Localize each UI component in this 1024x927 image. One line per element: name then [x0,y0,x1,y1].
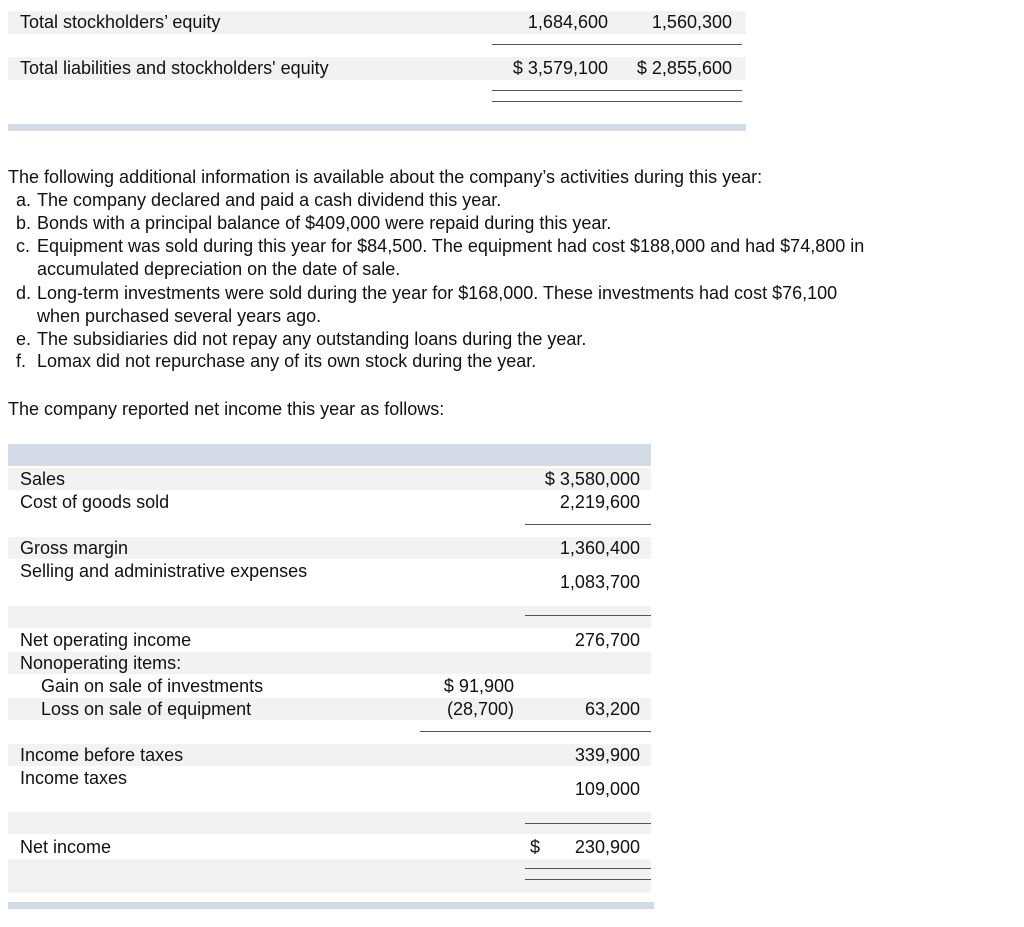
income-statement-footer-bar [8,902,654,909]
total-stockholders-equity-last-year: 1,560,300 [651,12,732,32]
info-item-b-marker: b. [16,213,32,233]
cogs-underline [525,524,651,525]
equity-underline [492,44,742,45]
net-operating-income-value: 276,700 [574,630,640,650]
info-item-a-text: The company declared and paid a cash dividend this year. [37,190,502,210]
info-item-a-marker: a. [16,190,32,210]
income-taxes-label: Income taxes [20,768,128,788]
additional-info-intro: The following additional information is available about the company’s activities during this year: [8,167,763,187]
info-item-d-text-line2: when purchased several years ago. [37,306,322,326]
balance-sheet-footer-bar [8,124,746,131]
info-item-c-text-line2: accumulated depreciation on the date of sale. [37,259,401,279]
cogs-label: Cost of goods sold [20,492,170,512]
total-stockholders-equity-label: Total stockholders’ equity [20,12,221,32]
info-item-d-marker: d. [16,283,32,303]
total-double-underline-top [492,90,742,91]
info-item-f-text: Lomax did not repurchase any of its own stock during the year. [37,351,537,371]
sales-label: Sales [20,469,66,489]
income-statement-header-bar [8,444,651,466]
nonoperating-underline [420,731,651,732]
info-item-f-marker: f. [16,351,27,371]
net-income-label: Net income [20,837,112,857]
net-operating-income-label: Net operating income [20,630,192,650]
cogs-value: 2,219,600 [559,492,640,512]
info-item-c-marker: c. [16,236,31,256]
net-income-double-underline-bottom [525,879,651,880]
net-income-intro: The company reported net income this year as follows: [8,399,445,419]
income-band-footer [8,859,651,893]
total-liabilities-equity-label: Total liabilities and stockholders' equity [20,58,329,78]
total-liabilities-equity-this-year: $ 3,579,100 [512,58,608,78]
income-before-taxes-value: 339,900 [574,745,640,765]
income-taxes-value: 109,000 [574,779,640,799]
info-item-e-text: The subsidiaries did not repay any outstanding loans during the year. [37,329,587,349]
loss-on-sale-of-equipment-label: Loss on sale of equipment [41,699,252,719]
sga-label: Selling and administrative expenses [20,561,308,581]
nonoperating-total-value: 63,200 [584,699,640,719]
gain-on-sale-of-investments-value: $ 91,900 [443,676,514,696]
info-item-d-text-line1: Long-term investments were sold during the year for $168,000. These investments had cost $76,100 [37,283,838,303]
info-item-b-text: Bonds with a principal balance of $409,000 were repaid during this year. [37,213,612,233]
net-income-value: 230,900 [574,837,640,857]
nonoperating-items-label: Nonoperating items: [20,653,182,673]
sales-value: $ 3,580,000 [544,469,640,489]
total-double-underline-bottom [492,101,742,102]
info-item-c-text-line1: Equipment was sold during this year for $84,500. The equipment had cost $188,000 and had $74,800 in [37,236,865,256]
gross-margin-value: 1,360,400 [559,538,640,558]
income-taxes-underline [525,823,651,824]
loss-on-sale-of-equipment-value: (28,700) [446,699,514,719]
total-stockholders-equity-this-year: 1,684,600 [527,12,608,32]
net-income-currency: $ [530,837,541,857]
sga-underline [525,615,651,616]
income-band-spacer-1 [8,606,651,628]
gross-margin-label: Gross margin [20,538,129,558]
sga-value: 1,083,700 [559,572,640,592]
info-item-e-marker: e. [16,329,32,349]
total-liabilities-equity-last-year: $ 2,855,600 [636,58,732,78]
net-income-double-underline-top [525,868,651,869]
gain-on-sale-of-investments-label: Gain on sale of investments [41,676,264,696]
income-before-taxes-label: Income before taxes [20,745,184,765]
